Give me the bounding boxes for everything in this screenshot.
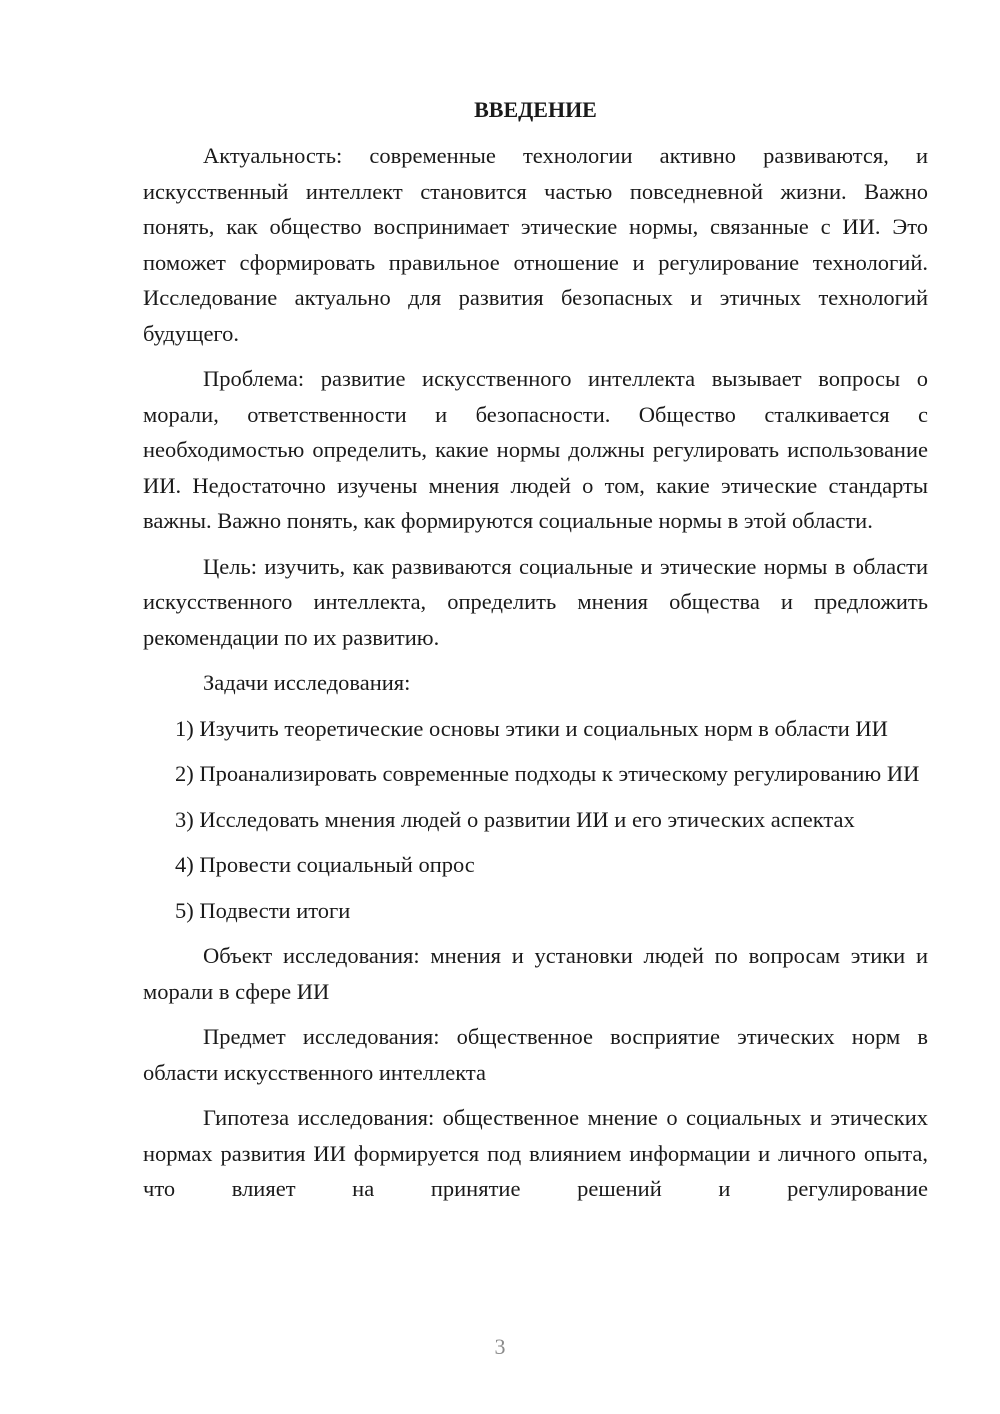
section-title: ВВЕДЕНИЕ [474, 97, 597, 122]
paragraph-subject: Предмет исследования: общественное восприятие этических норм в области искусственного интеллекта [143, 1024, 928, 1085]
task-item: 4) Провести социальный опрос [175, 852, 475, 877]
task-item: 1) Изучить теоретические основы этики и социальных норм в области ИИ [175, 715, 888, 741]
paragraph-goal: Цель: изучить, как развиваются социальные и этические нормы в области искусственного интеллекта, определить мнения общества и предложить рекомендации по их развитию. [143, 553, 928, 650]
paragraph-tasks-heading: Задачи исследования: [203, 670, 411, 695]
paragraph-problem: Проблема: развитие искусственного интеллекта вызывает вопросы о морали, ответственности и безопасности. Общество сталкивается с необходимостью определить, какие нормы должны регулировать использование ИИ. Недостаточно изучены мнения людей о том, какие этические стандарты важны. Важно понять, как формируются социальные нормы в этой области. [143, 366, 928, 533]
task-item: 2) Проанализировать современные подходы к этическому регулированию ИИ [175, 761, 920, 786]
paragraph-relevance: Актуальность: современные технологии активно развиваются, и искусственный интеллект становится частью повседневной жизни. Важно понять, как общество воспринимает этические нормы, связанные с ИИ. Это поможет сформировать правильное отношение и регулирование технологий. Исследование актуально для развития безопасных и этичных технологий будущего. [143, 143, 928, 346]
document-page [143, 92, 928, 1217]
task-item: 3) Исследовать мнения людей о развитии ИИ и его этических аспектах [175, 806, 855, 832]
paragraph-hypothesis: Гипотеза исследования: общественное мнение о социальных и этических нормах развития ИИ формируется под влиянием информации и личного опыта, что влияет на принятие решений и регулирование [143, 1105, 928, 1201]
task-item: 5) Подвести итоги [175, 897, 351, 923]
page-number: 3 [494, 1334, 506, 1359]
paragraph-object: Объект исследования: мнения и установки людей по вопросам этики и морали в сфере ИИ [143, 943, 928, 1004]
